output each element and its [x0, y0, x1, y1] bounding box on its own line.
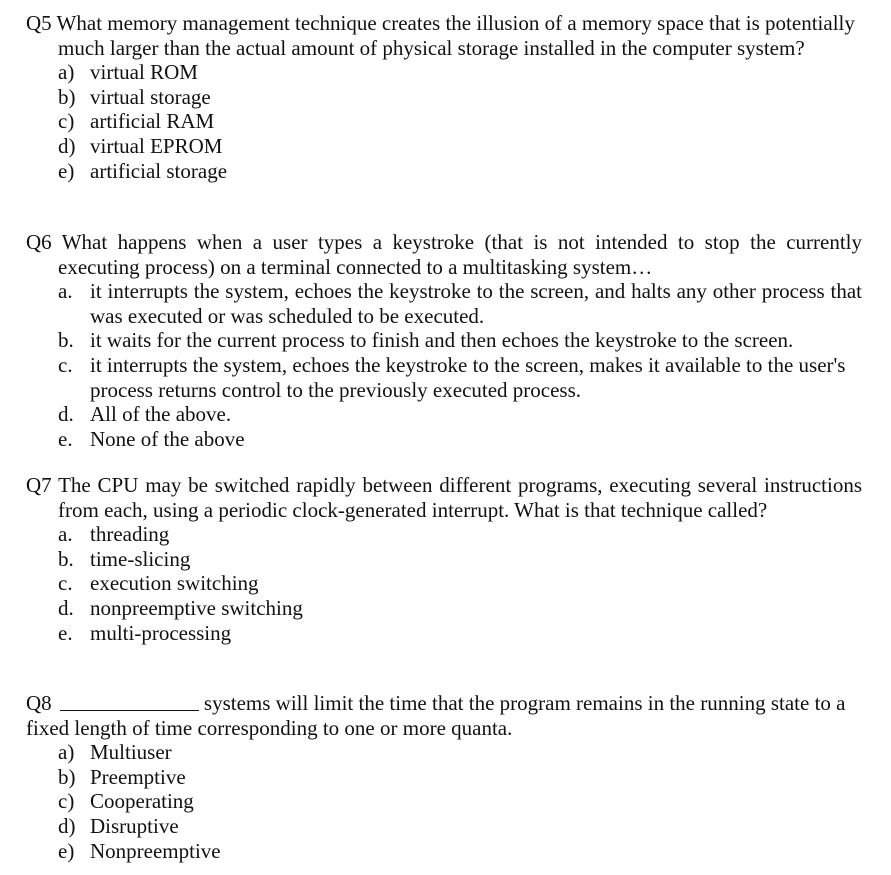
option-text: Disruptive [90, 813, 179, 838]
option-d [26, 814, 862, 839]
question-stem: What memory management technique creates the illusion of a memory space that is potentially much larger than the actual amount of physical storage installed in the computer system? [56, 11, 855, 60]
option-c [26, 109, 862, 134]
option-text: All of the above. [90, 402, 232, 427]
option-mark: a. [58, 279, 73, 304]
options-list [26, 740, 862, 863]
option-text: multi-processing [90, 620, 232, 645]
option-text: Preemptive [90, 764, 186, 789]
option-mark: c. [58, 352, 73, 377]
option-text: it waits for the current process to finish and then echoes the keystroke to the screen. [90, 328, 794, 353]
option-a [26, 279, 862, 328]
option-text: threading [90, 522, 170, 547]
option-c [26, 789, 862, 814]
option-text: Nonpreemptive [90, 838, 221, 863]
question-q6 [26, 230, 862, 451]
option-mark: c. [58, 571, 73, 596]
option-text: virtual ROM [90, 60, 198, 85]
options-list [26, 279, 862, 451]
option-a [26, 60, 862, 85]
option-e [26, 621, 862, 646]
question-number: Q8 [26, 691, 52, 715]
option-text: it interrupts the system, echoes the keystroke to the screen, and halts any other process that was executed or was scheduled to be executed. [90, 279, 862, 328]
option-d [26, 596, 862, 621]
option-text: nonpreemptive switching [90, 595, 303, 620]
question-q7 [26, 473, 862, 645]
option-mark: c) [58, 109, 75, 134]
option-mark: b. [58, 546, 74, 571]
option-mark: b) [58, 84, 76, 109]
option-mark: b) [58, 764, 76, 789]
options-list [26, 522, 862, 645]
option-d [26, 134, 862, 159]
option-text: None of the above [90, 426, 245, 451]
option-d [26, 402, 862, 427]
option-text: Multiuser [90, 740, 172, 765]
option-text: time-slicing [90, 546, 191, 571]
question-q5 [26, 11, 862, 183]
option-mark: d) [58, 813, 76, 838]
option-mark: e) [58, 838, 75, 863]
question-stem: What happens when a user types a keystroke (that is not intended to stop the currently executing process) on a terminal connected to a multitasking system… [58, 230, 862, 279]
question-text [26, 473, 862, 522]
question-stem: The CPU may be switched rapidly between different programs, executing several instructions from each, using a periodic clock-generated interrupt. What is that technique called? [58, 473, 862, 522]
option-text: virtual EPROM [90, 133, 223, 158]
option-c [26, 571, 862, 596]
option-mark: a) [58, 60, 75, 85]
option-e [26, 427, 862, 452]
question-stem: systems will limit the time that the program remains in the running state to a fixed length of time corresponding to one or more quanta. [26, 691, 846, 740]
option-mark: e. [58, 620, 73, 645]
option-mark: c) [58, 789, 75, 814]
option-mark: d. [58, 595, 74, 620]
option-text: execution switching [90, 571, 259, 596]
option-mark: e) [58, 158, 75, 183]
option-b [26, 765, 862, 790]
option-mark: a. [58, 522, 73, 547]
option-mark: d) [58, 133, 76, 158]
option-mark: d. [58, 402, 74, 427]
option-b [26, 85, 862, 110]
option-text: artificial RAM [90, 109, 215, 134]
question-text [26, 230, 862, 279]
option-a [26, 740, 862, 765]
option-text: artificial storage [90, 158, 228, 183]
option-text: it interrupts the system, echoes the keystroke to the screen, makes it available to the user's process returns control to the previously executed process. [90, 352, 846, 402]
question-number: Q6 [26, 230, 52, 254]
option-c [26, 353, 862, 402]
question-number: Q5 [26, 11, 52, 35]
options-list [26, 60, 862, 183]
option-mark: b. [58, 328, 74, 353]
question-text [26, 691, 862, 740]
option-mark: a) [58, 740, 75, 765]
option-b [26, 547, 862, 572]
option-b [26, 328, 862, 353]
question-q8 [26, 691, 862, 863]
fill-in-blank [60, 692, 199, 711]
option-text: virtual storage [90, 84, 211, 109]
option-e [26, 159, 862, 184]
option-text: Cooperating [90, 789, 194, 814]
question-text [26, 11, 862, 60]
option-mark: e. [58, 426, 73, 451]
option-e [26, 839, 862, 864]
option-a [26, 522, 862, 547]
question-number: Q7 [26, 473, 52, 497]
